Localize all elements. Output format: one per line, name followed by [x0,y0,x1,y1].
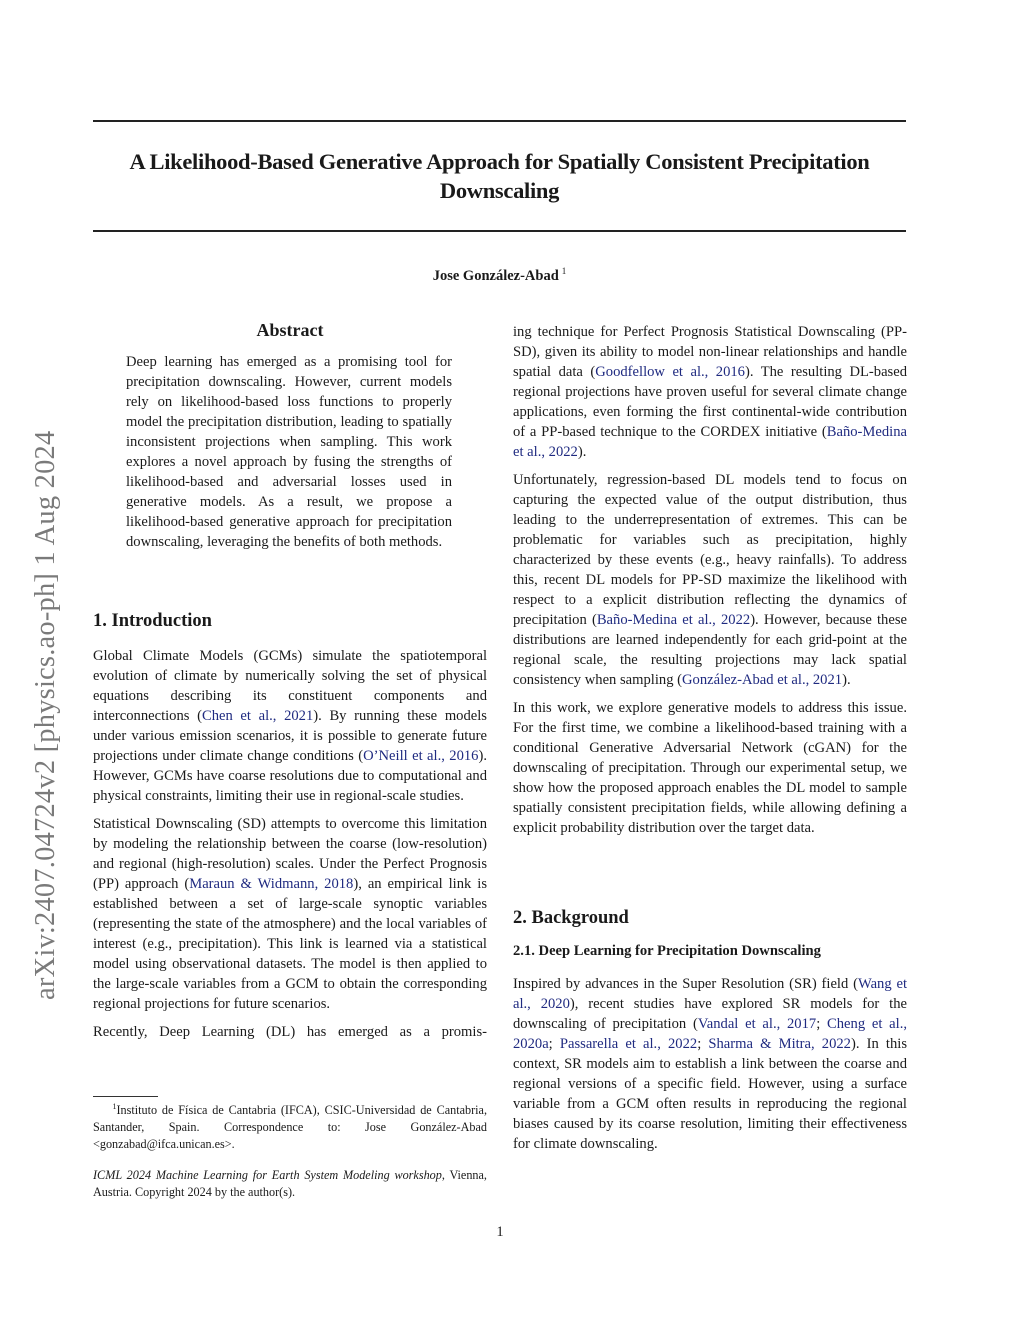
paragraph-text: ). [577,444,587,460]
paragraph-text: ), an empirical link is established between a set of large-scale synoptic variables (representing the state of the atmosphere) and the local variables of interest (e.g., precipitation). This link is learned via a statistical model using observational datasets. The model is then applied to the large-scale variables from a GCM to obtain the corresponding regional projections for future scenarios. [93,876,488,1012]
footnote-affiliation [93,1098,487,1153]
citation-separator: ; [548,1036,560,1052]
title-top-rule [93,120,906,122]
footnote-mark: 1 [112,1102,117,1111]
citation-link[interactable]: Goodfellow et al., 2016 [595,364,745,380]
citation-link[interactable]: Sharma & Mitra, 2022 [708,1036,851,1052]
section-heading-introduction: 1. Introduction [93,611,212,631]
paragraph-text: ). In this context, SR models aim to establish a link between the coarse and regional versions of a specific field. However, using a surface variable from a GCM often results in reproducing the regional biases caused by its coarse resolution, limiting their effectiveness for climate downscaling. [513,1036,908,1152]
section-heading-background: 2. Background [513,908,629,928]
paragraph-text: Global Climate Models (GCMs) simulate the spatiotemporal evolution of climate by numerically solving the set of physical equations describing its constituent components and interconnections ( [93,648,487,724]
paragraph-text: ing technique for Perfect Prognosis Statistical Downscaling (PP-SD), given its ability to model non-linear relationships and handle spatial data ( [513,324,907,380]
citation-link[interactable]: Baño-Medina et al., 2022 [513,424,907,460]
introduction-left-column [93,646,487,1050]
background-column [513,974,907,1162]
paragraph [93,1022,487,1042]
abstract-heading: Abstract [256,320,324,340]
paragraph [93,646,487,806]
abstract-text: Deep learning has emerged as a promising tool for precipitation downscaling. However, current models rely on likelihood-based loss functions to properly model the precipitation distribution, leading to spatially inconsistent projections when sampling. This work explores a novel approach by fusing the strengths of likelihood-based and adversarial losses used in generative models. As a result, we propose a likelihood-based generative approach for precipitation downscaling, leveraging the benefits of both methods. [126,354,452,550]
paragraph-text: ). However, GCMs have coarse resolutions due to computational and physical constraints, limiting their use in regional-scale studies. [93,748,487,804]
paragraph [513,698,907,838]
footnote-rule [93,1096,158,1097]
citation-separator: ; [816,1016,828,1032]
page-number: 1 [496,1224,504,1240]
citation-link[interactable]: Passarella et al., 2022 [559,1036,698,1052]
paragraph-text: ). [842,672,851,688]
venue-note [93,1167,487,1201]
citation-link[interactable]: González-Abad et al., 2021 [682,672,843,688]
author-affiliation-mark: 1 [561,266,567,276]
paragraph-text: Statistical Downscaling (SD) attempts to overcome this limitation by modeling the relationship between the coarse (low-resolution) and regional (high-resolution) scales. Under the Perfect Prognosis (PP) approach ( [93,816,487,892]
citation-link[interactable]: Cheng et al., 2020a [513,1016,908,1052]
subsection-heading: 2.1. Deep Learning for Precipitation Downscaling [513,943,821,959]
paragraph-text: Inspired by advances in the Super Resolution (SR) field ( [513,976,858,992]
venue-details: , Vienna, Austria. Copyright 2024 by the author(s). [93,1168,487,1199]
citation-link[interactable]: O’Neill et al., 2016 [363,748,479,764]
arxiv-identifier-stamp: arXiv:2407.04724v2 [physics.ao-ph] 1 Aug 2024 [30,430,61,1000]
paragraph-text: ). By running these models under various emission scenarios, it is possible to generate future projections under climate change conditions ( [93,708,487,764]
paragraph-text: Recently, Deep Learning (DL) has emerged as a promis- [93,1024,487,1040]
paragraph [513,470,907,690]
paragraph-text: ). However, because these distributions are learned independently for each grid-point at the regional scale, the resulting projections may lack spatial consistency when sampling ( [513,612,907,688]
citation-link[interactable]: Maraun & Widmann, 2018 [189,876,354,892]
paragraph [513,322,907,462]
paragraph-text: In this work, we explore generative models to address this issue. For the first time, we combine a likelihood-based training with a conditional Generative Adversarial Network (cGAN) for the downscaling of precipitation. Through our experimental setup, we show how the proposed approach enables the DL model to sample spatially consistent precipitation fields, while allowing defining a explicit probability distribution over the target data. [513,700,907,836]
paragraph-text: ). The resulting DL-based regional projections have proven useful for several climate change applications, even forming the first continental-wide contribution of a PP-based technique to the CORDEX initiative ( [513,364,907,440]
citation-link[interactable]: Baño-Medina et al., 2022 [596,612,751,628]
citation-link[interactable]: Chen et al., 2021 [201,708,314,724]
citation-link[interactable]: Vandal et al., 2017 [697,1016,817,1032]
footnote-text: Instituto de Física de Cantabria (IFCA), CSIC-Universidad de Cantabria, Santander, Spain. Correspondence to: Jose González-Abad <gonzabad@ifca.unican.es>. [93,1103,488,1151]
citation-link[interactable]: Wang et al., 2020 [513,976,908,1012]
paragraph [93,814,487,1014]
paragraph [513,974,907,1154]
author-line [93,266,906,285]
paragraph-text: Unfortunately, regression-based DL models tend to focus on capturing the expected value of the output distribution, thus leading to the underrepresentation of extremes. This can be problematic for variables such as precipitation, highly characterized by these events (e.g., heavy rainfalls). To address this, recent DL models for PP-SD maximize the likelihood with respect to a explicit distribution reflecting the dynamics of precipitation ( [513,472,907,628]
title-bottom-rule [93,230,906,232]
paragraph-text: ), recent studies have explored SR models for the downscaling of precipitation ( [513,996,907,1032]
venue-name: ICML 2024 Machine Learning for Earth System Modeling workshop [93,1168,442,1182]
introduction-right-column [513,322,907,846]
citation-separator: ; [697,1036,709,1052]
paper-title: A Likelihood-Based Generative Approach for Spatially Consistent Precipitation Downscaling [129,149,870,203]
author-name: Jose González-Abad [432,268,559,284]
